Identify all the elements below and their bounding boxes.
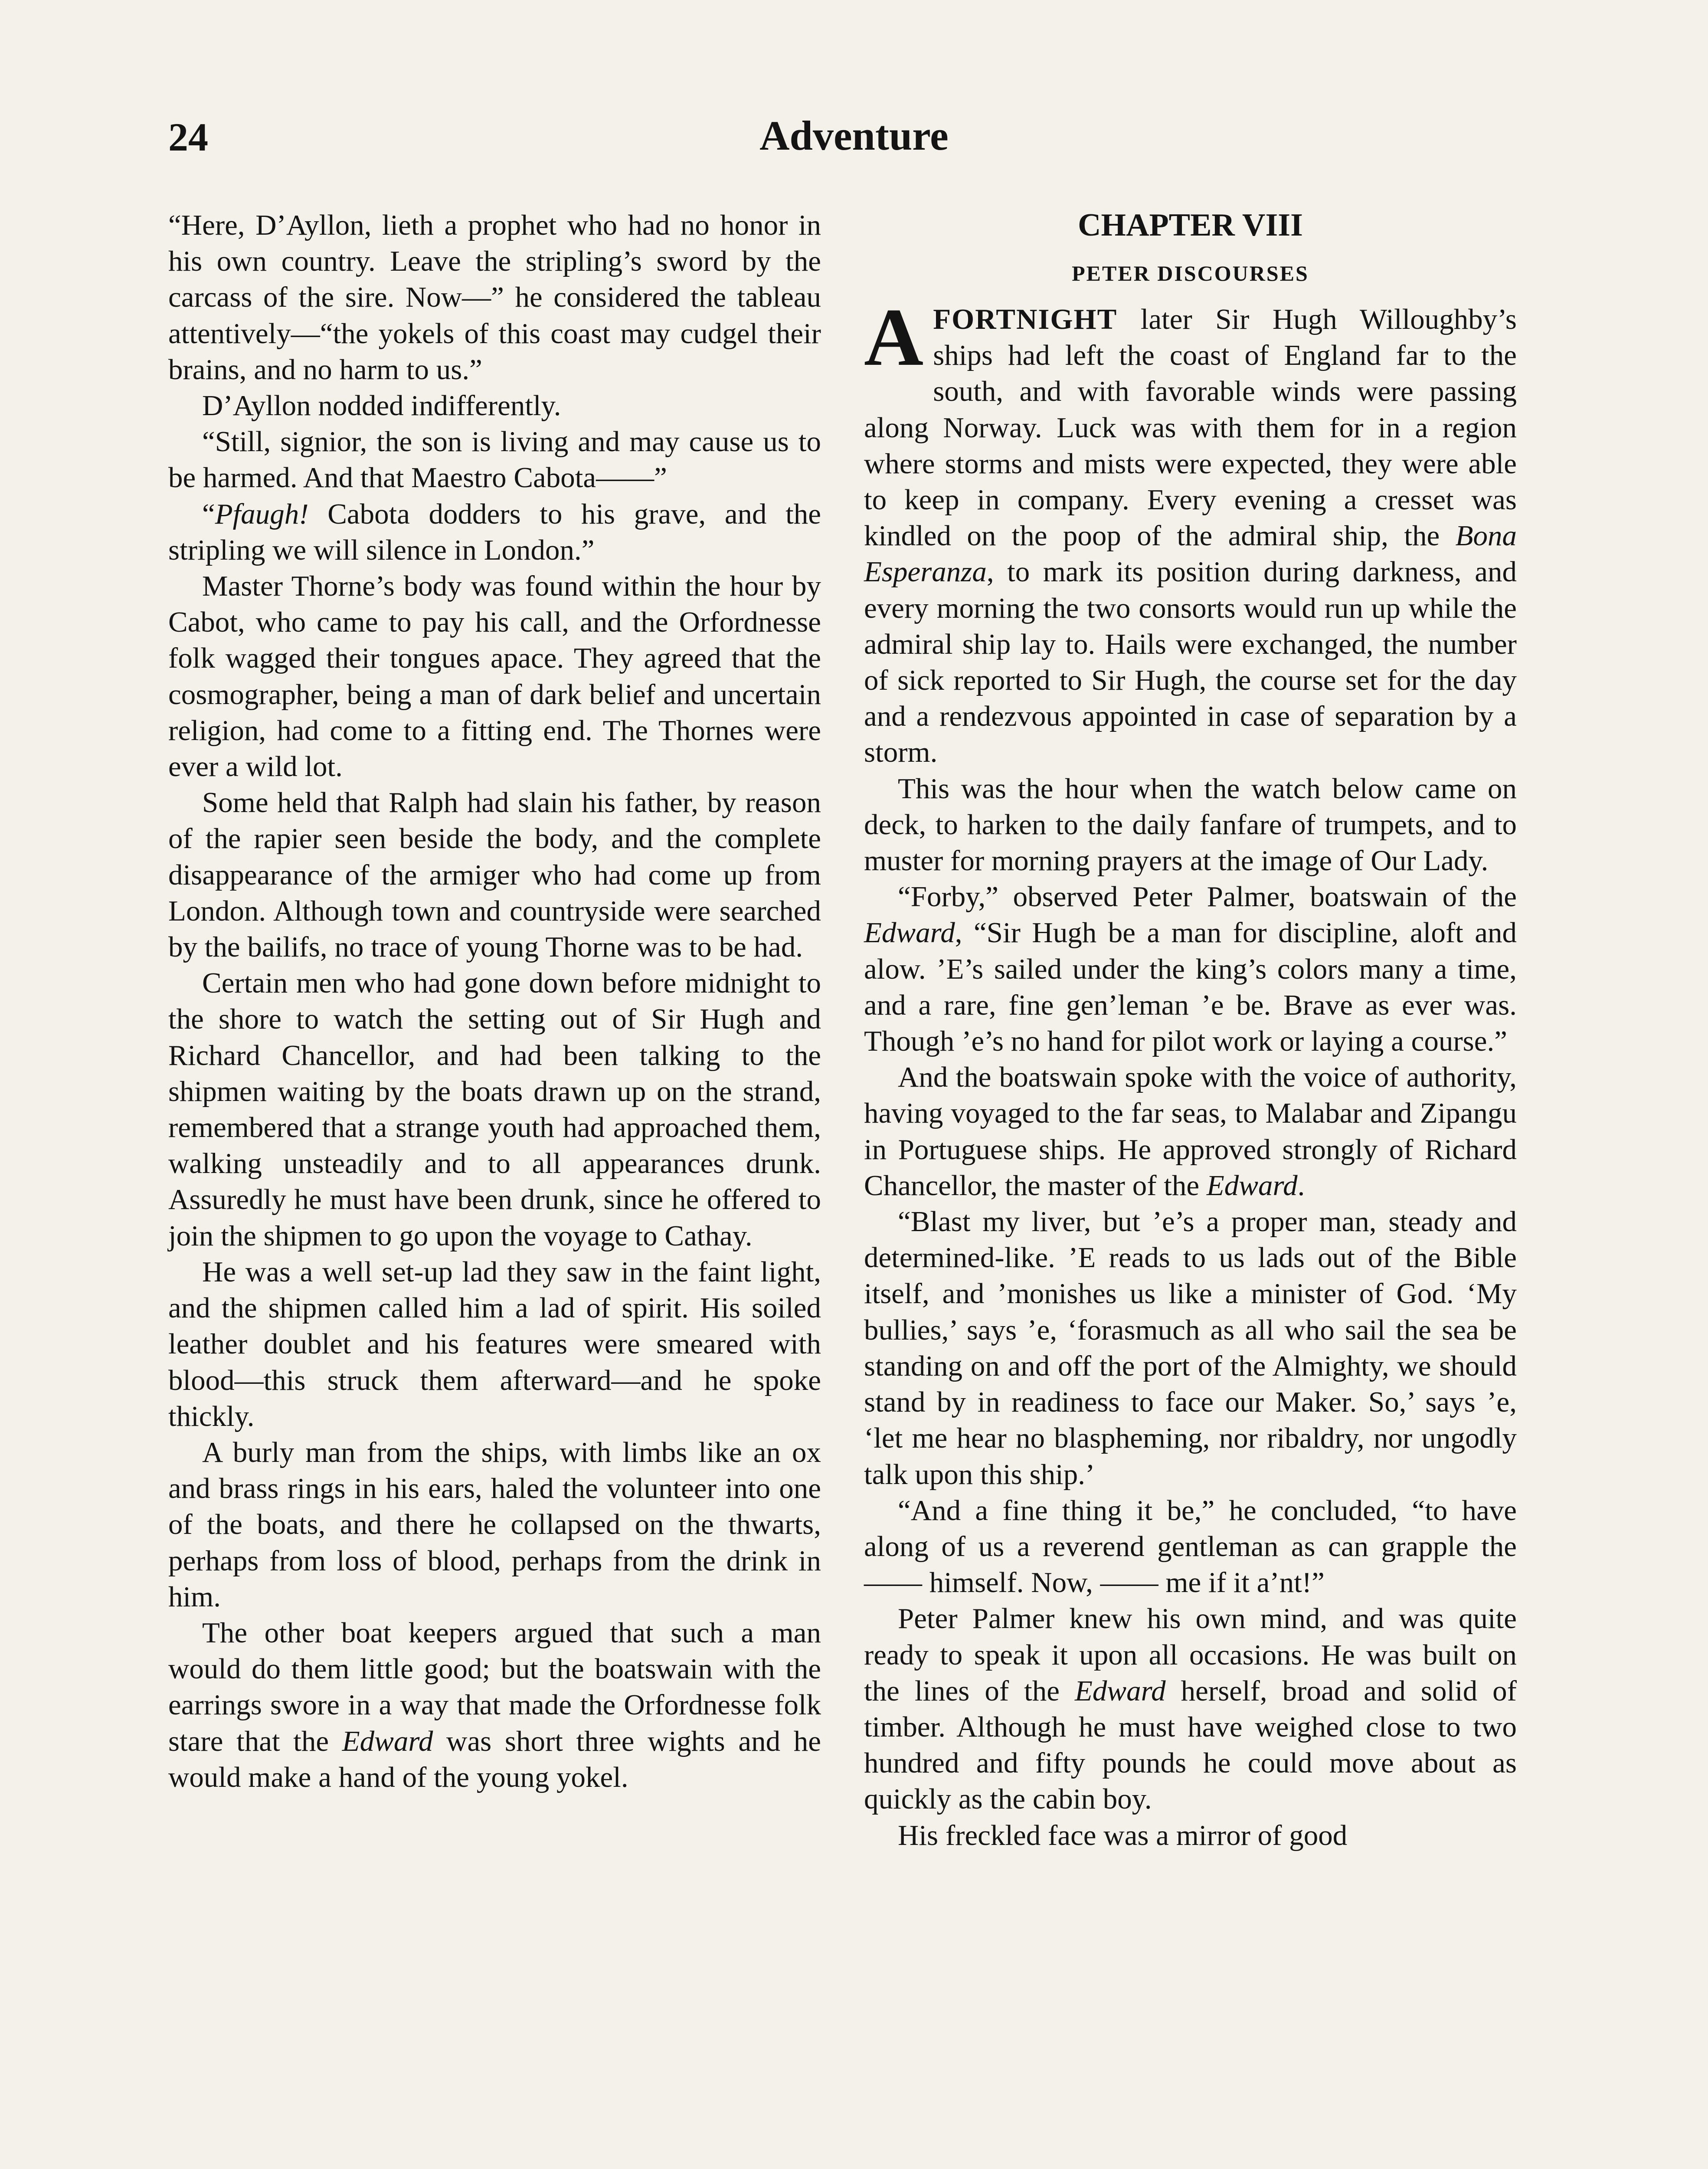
opening-text: later Sir Hugh Willoughby’s ships had left the coast of England far to the south, and with favorable winds were passing along Norway. Luck was with them for in a region where storms and mists were expected, they were able to keep in company. Every evening a cresset was kindled on the poop of the admiral ship, the Bona Esperanza, to mark its position during darkness, and every morning the two consorts would run up while the admiral ship lay to. Hails were exchanged, the number of sick reported to Sir Hugh, the course set for the day and a rendezvous appointed in case of separation by a storm. [864,303,1517,769]
lead-caps: FORTNIGHT [933,303,1118,335]
paragraph: “Pfaugh! Cabota dodders to his grave, and the stripling we will silence in London.” [168,498,821,566]
paragraph: “Here, D’Ayllon, lieth a prophet who had no honor in his own country. Leave the stripling’s sword by the carcass of the sire. Now—” he considered the tableau attentively—“the yokels of this coast may cudgel their brains, and no harm to us.” [168,209,821,386]
paragraph: “Still, signior, the son is living and may cause us to be harmed. And that Maestro Cabota——” [168,426,821,494]
paragraph: Certain men who had gone down before midnight to the shore to watch the setting out of Sir Hugh and Richard Chancellor, and had been talking to the shipmen waiting by the boats drawn up on the strand, remembered that a strange youth had approached them, walking unsteadily and to all appearances drunk. Assuredly he must have been drunk, since he offered to join the shipmen to go upon the voyage to Cathay. [168,967,821,1252]
paragraph: “Blast my liver, but ’e’s a proper man, steady and determined-like. ’E reads to us lads out of the Bible itself, and ’monishes us like a minister of God. ‘My bullies,’ says ’e, ‘forasmuch as all who sail the sea be standing on and off the port of the Almighty, we should stand by in readiness to face our Maker. So,’ says ’e, ‘let me hear no blaspheming, nor ribaldry, nor ungodly talk upon this ship.’ [864,1206,1517,1491]
left-column [168,207,821,1795]
paragraph: This was the hour when the watch below came on deck, to harken to the daily fanfare of trumpets, and to muster for morning prayers at the image of Our Lady. [864,772,1517,877]
right-column [864,207,1517,1854]
paragraph: “Forby,” observed Peter Palmer, boatswain of the Edward, “Sir Hugh be a man for discipline, aloft and alow. ’E’s sailed under the king’s colors many a time, and a rare, fine gen’leman ’e be. Brave as ever was. Though ’e’s no hand for pilot work or laying a course.” [864,881,1517,1058]
paragraph: The other boat keepers argued that such a man would do them little good; but the boatswain with the earrings swore in a way that made the Orfordnesse folk stare that the Edward was short three wights and he would make a hand of the young yokel. [168,1616,821,1793]
paragraph: He was a well set-up lad they saw in the faint light, and the shipmen called him a lad of spirit. His soiled leather doublet and his features were smeared with blood—this struck them afterward—and he spoke thickly. [168,1255,821,1432]
chapter-opening-paragraph [864,292,1517,771]
drop-cap: A [864,292,924,383]
chapter-title: CHAPTER VIII [1078,207,1303,243]
paragraph: “And a fine thing it be,” he concluded, “to have along of us a reverend gentleman as can grapple the —— himself. Now, —— me if it a’nt!” [864,1494,1517,1599]
paragraph: A burly man from the ships, with limbs like an ox and brass rings in his ears, haled the volunteer into one of the boats, and there he collapsed on the thwarts, perhaps from loss of blood, perhaps from the drink in him. [168,1436,821,1613]
page-number: 24 [168,115,208,159]
chapter-subtitle: PETER DISCOURSES [1072,261,1309,285]
paragraph: Peter Palmer knew his own mind, and was quite ready to speak it upon all occasions. He was built on the lines of the Edward herself, broad and solid of timber. Although he must have weighed close to two hundred and fifty pounds he could move about as quickly as the cabin boy. [864,1602,1517,1815]
paragraph: Some held that Ralph had slain his father, by reason of the rapier seen beside the body, and the complete disappearance of the armiger who had come up from London. Although town and countryside were searched by the bailifs, no trace of young Thorne was to be had. [168,786,821,963]
paragraph: D’Ayllon nodded indifferently. [202,390,561,422]
running-title: Adventure [759,112,949,159]
paragraph: His freckled face was a mirror of good [898,1819,1348,1851]
paragraph: And the boatswain spoke with the voice of authority, having voyaged to the far seas, to Malabar and Zipangu in Portuguese ships. He approved strongly of Richard Chancellor, the master of the Edward. [864,1061,1517,1202]
paragraph: Master Thorne’s body was found within the hour by Cabot, who came to pay his call, and the Orfordnesse folk wagged their tongues apace. They agreed that the cosmographer, being a man of dark belief and uncertain religion, had come to a fitting end. The Thornes were ever a wild lot. [168,570,821,783]
